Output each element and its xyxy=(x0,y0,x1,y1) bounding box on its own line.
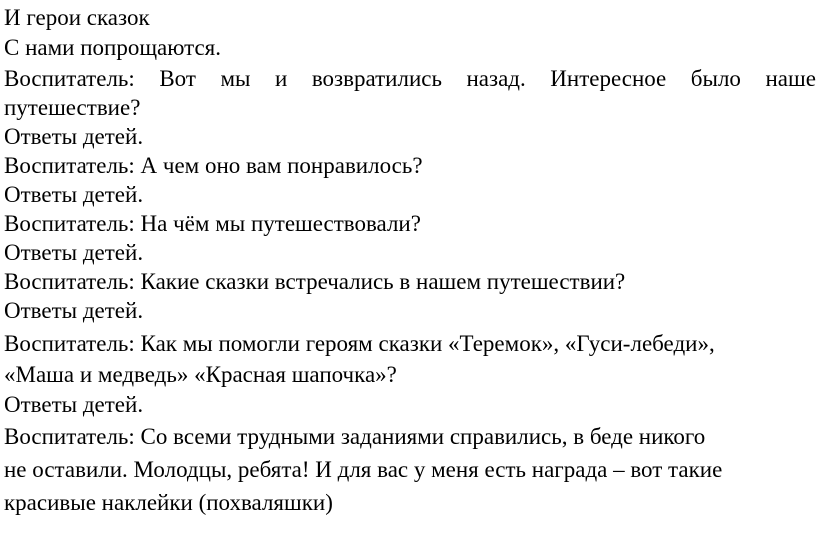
word: мы xyxy=(220,66,251,91)
text-line: красивые наклейки (похваляшки) xyxy=(4,490,333,515)
word: наше xyxy=(765,66,816,91)
text-line: Ответы детей. xyxy=(4,182,144,207)
text-line: Воспитатель: А чем оно вам понравилось? xyxy=(4,153,423,178)
text-line: Ответы детей. xyxy=(4,124,144,149)
text-line: И герои сказок xyxy=(4,5,150,30)
word: Вот xyxy=(159,66,196,91)
word: возвратились xyxy=(311,66,442,91)
word: и xyxy=(275,66,288,91)
text-line: Ответы детей. xyxy=(4,298,144,323)
word: назад. xyxy=(466,66,526,91)
text-line: Воспитатель: На чём мы путешествовали? xyxy=(4,211,421,236)
text-line: Воспитатель: Со всеми трудными заданиями справились, в беде никого xyxy=(4,424,706,449)
text-line: не оставили. Молодцы, ребята! И для вас у меня есть награда – вот такие xyxy=(4,457,723,482)
word: было xyxy=(690,66,741,91)
text-line: Воспитатель: Какие сказки встречались в нашем путешествии? xyxy=(4,269,626,294)
text-line: Воспитатель: Как мы помогли героям сказки «Теремок», «Гуси-лебеди», xyxy=(4,331,715,356)
text-line: С нами попрощаются. xyxy=(4,35,222,60)
text-line: Ответы детей. xyxy=(4,240,144,265)
text-line: Ответы детей. xyxy=(4,392,144,417)
word: Интересное xyxy=(550,66,667,91)
text-line: «Маша и медведь» «Красная шапочка»? xyxy=(4,362,397,387)
text-line-justified xyxy=(4,65,816,93)
word: Воспитатель: xyxy=(4,66,135,91)
text-line: путешествие? xyxy=(4,95,141,120)
